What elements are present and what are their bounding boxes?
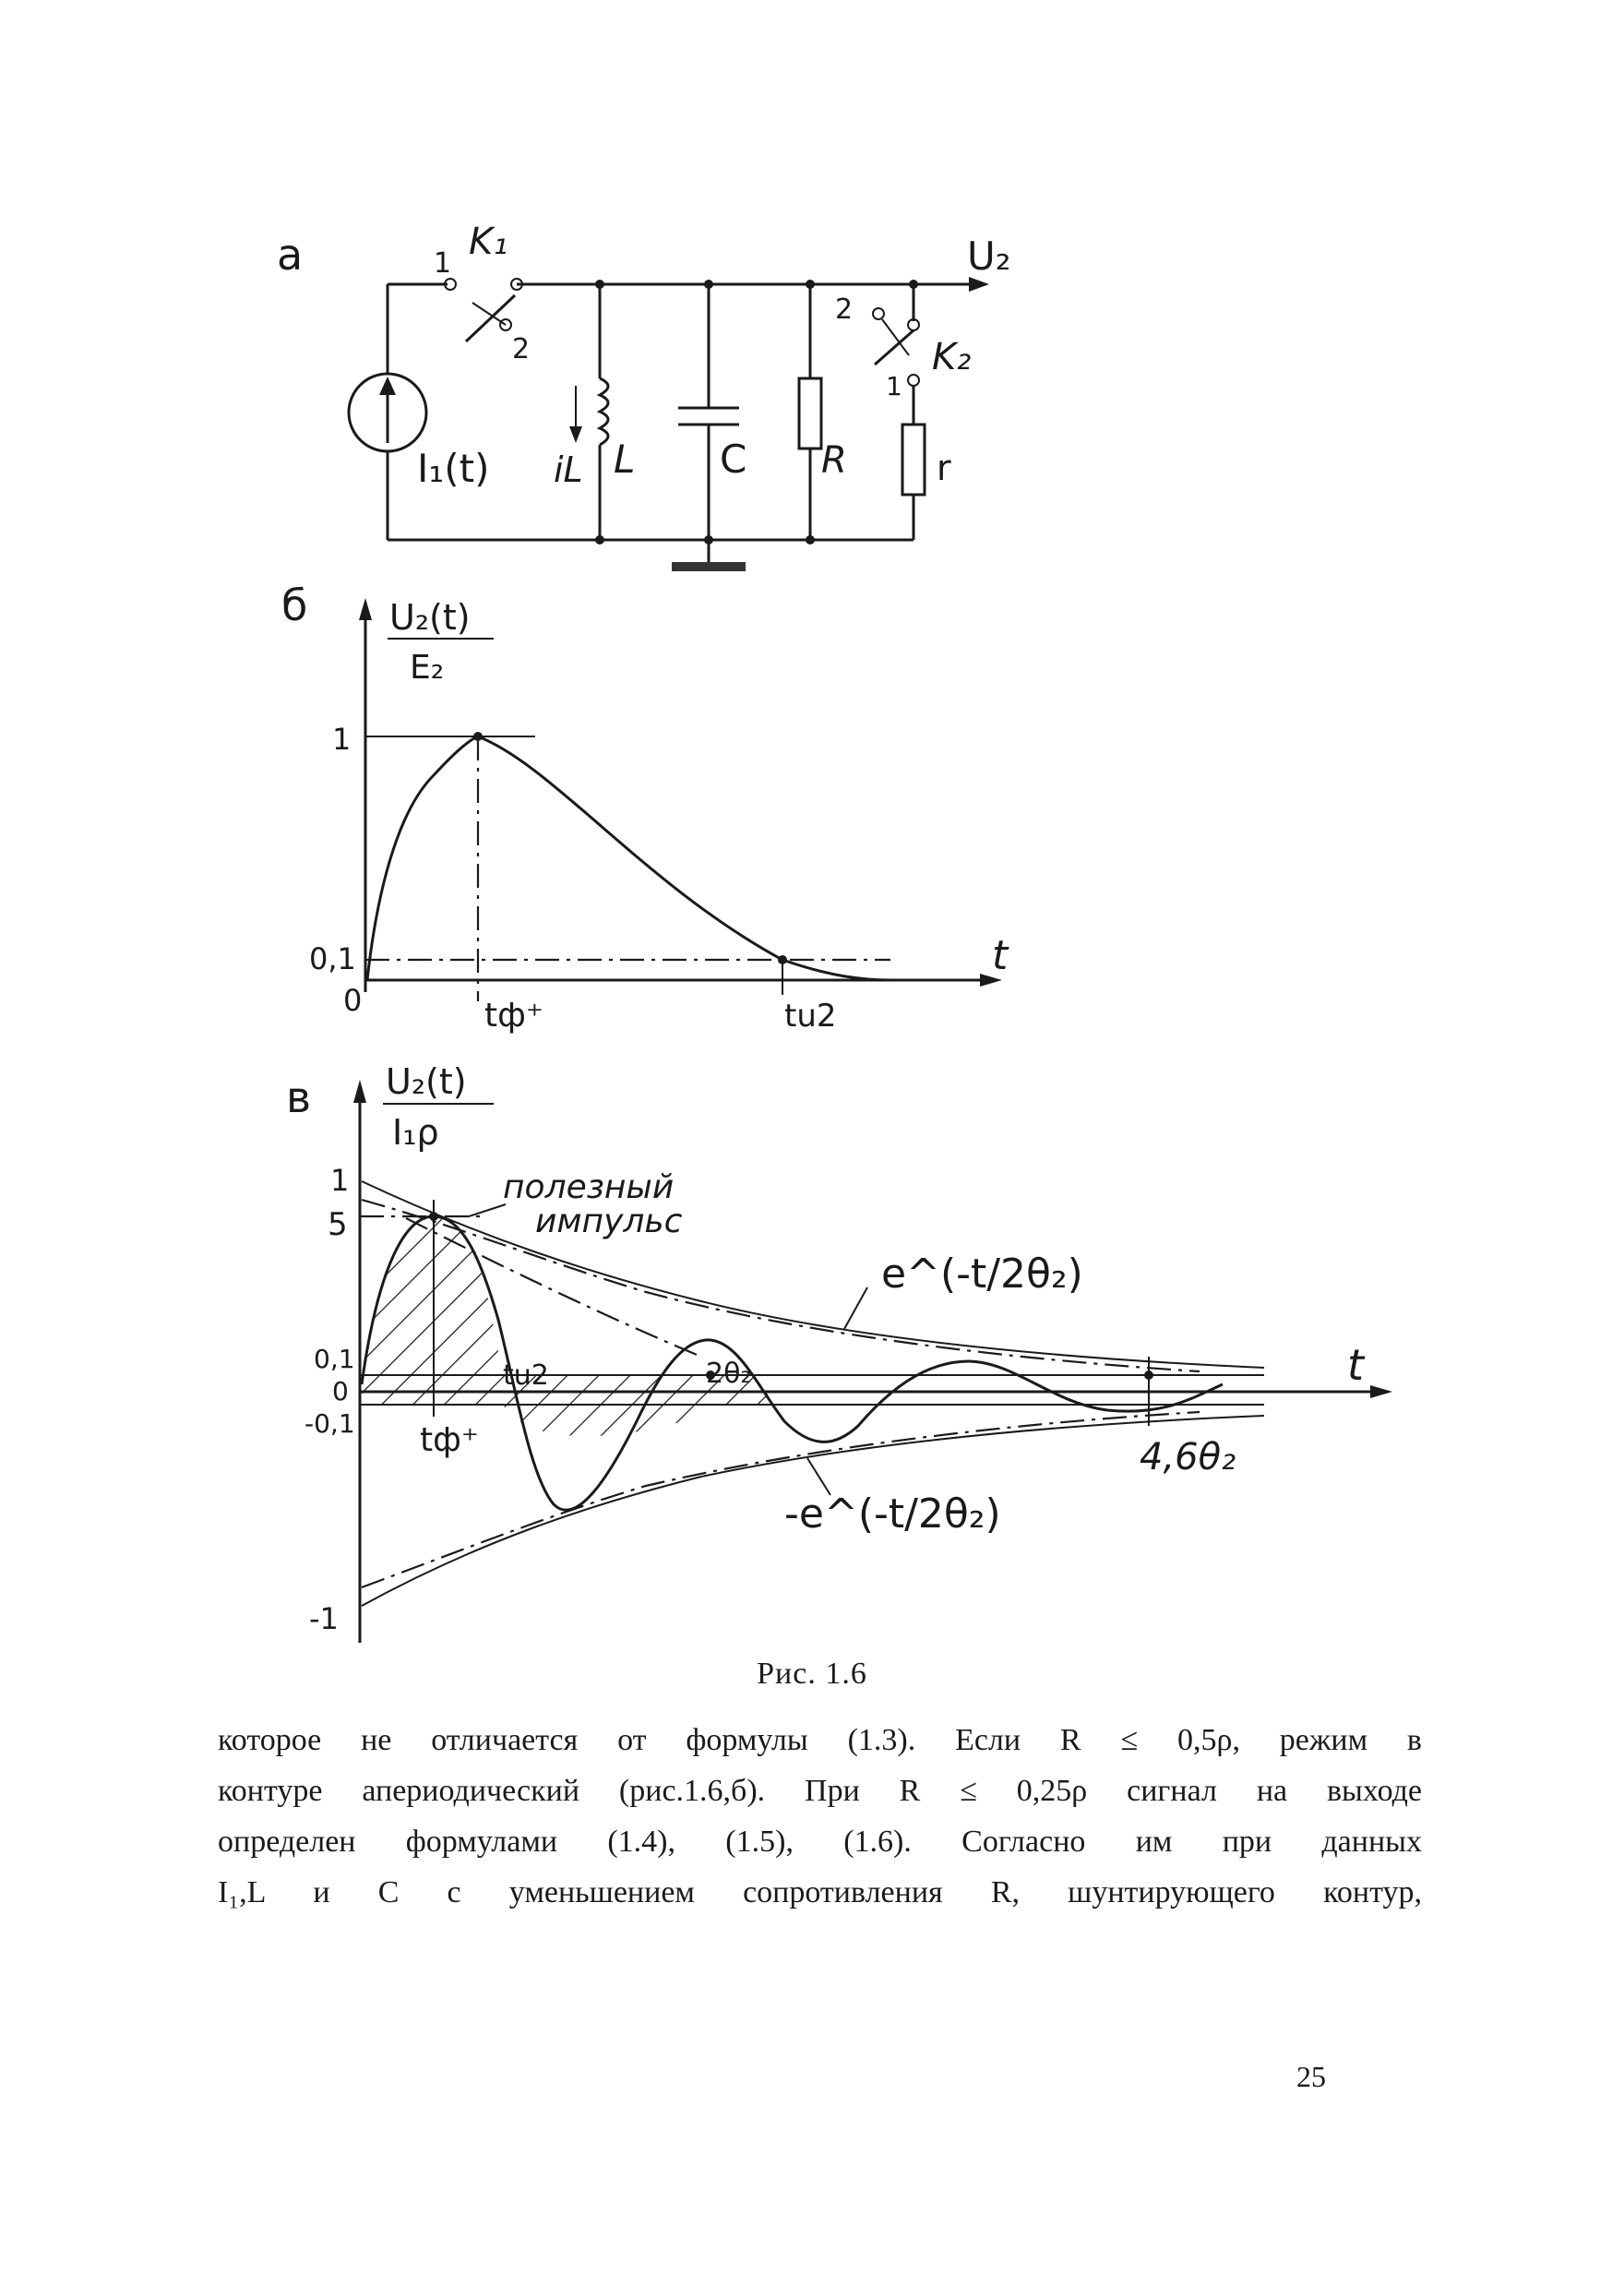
panel-a-label: а [277,230,304,280]
useful-pulse-hatch [362,1216,503,1375]
circuit-diagram [277,221,1011,571]
tick-5: 5 [328,1206,348,1243]
tick-1: 1 [332,722,352,757]
t-front-label: tф⁺ [484,997,543,1035]
switch1-pos2-label: 2 [512,333,531,365]
inductor-label: L [614,437,636,482]
x-label: t [1347,1340,1365,1390]
y-label-denominator: E₂ [410,649,445,687]
oscillatory-plot [286,1061,1392,1643]
body-text [218,1715,1422,1918]
inductor-current-arrow-head [569,426,582,443]
node [595,280,604,289]
upper-envelope [362,1181,1264,1368]
t-pulse-point [778,955,787,964]
node [595,535,604,545]
tick-0: 0 [332,1376,349,1406]
tick-minus-1: -1 [309,1601,339,1636]
tick-1: 1 [330,1163,350,1198]
tick-minus-0-1: -0,1 [304,1408,355,1439]
node [704,280,713,289]
body-line: контуре апериодический (рис.1.6,б). При R ≤ 0,25ρ сигнал на выходе [218,1774,1422,1808]
t-front-label: tф⁺ [420,1421,479,1459]
node [806,535,815,545]
load-resistor-r [902,425,925,495]
current-label: iL [554,449,583,490]
output-label: U₂ [967,233,1011,279]
source-label: I₁(t) [417,446,490,491]
body-line: I₁,L и C с уменьшением сопротивления R, шунтирующего контур, [218,1875,1422,1909]
resistor-label: R [821,439,847,482]
upper-envelope-leader [844,1287,867,1329]
resistor-R [799,378,821,449]
panel-v-label: в [286,1072,312,1122]
node [704,535,713,545]
lower-envelope-leader [807,1458,830,1495]
upper-envelope-label: e^(-t/2θ₂) [881,1251,1083,1298]
t-end-point [1144,1370,1153,1380]
tick-0-1: 0,1 [309,941,356,976]
y-label-denominator: I₁ρ [392,1112,439,1153]
switch2-label: K₂ [932,336,972,378]
two-theta-label: 2θ₂ [706,1358,752,1390]
switch2-contact1 [908,375,919,386]
inductor-coil [600,378,608,445]
source-arrow-head [379,377,396,395]
t-end-label: 4,6θ₂ [1140,1436,1236,1478]
negative-hatch [503,1405,720,1436]
tick-0: 0 [343,983,363,1018]
peak-point [473,732,483,741]
y-label-numerator: U₂(t) [389,597,471,638]
aperiodic-plot [281,580,1009,1035]
lower-envelope-label: -e^(-t/2θ₂) [784,1490,1001,1538]
aperiodic-response-curve [367,736,890,980]
body-line: определен формулами (1.4), (1.5), (1.6). Согласно им при данных [218,1825,1422,1859]
node [806,280,815,289]
useful-pulse-leader [469,1204,506,1216]
output-arrow [969,277,989,292]
figure-caption: Рис. 1.6 [757,1657,867,1691]
load-label: r [937,448,951,488]
switch1-label: K₁ [469,221,508,263]
body-line: которое не отличается от формулы (1.3). Если R ≤ 0,5ρ, режим в [218,1723,1422,1757]
y-axis-arrow [353,1080,366,1103]
useful-pulse-label-2: импульс [535,1203,683,1240]
switch1-pos1-label: 1 [434,247,452,280]
node [909,280,918,289]
page-number: 25 [1296,2060,1326,2093]
useful-pulse-label-1: полезный [503,1168,675,1206]
y-label-numerator: U₂(t) [386,1061,467,1102]
tick-0-1: 0,1 [314,1344,355,1374]
switch2-contact2 [873,308,884,319]
x-label: t [992,932,1009,979]
t-pulse-label: tu2 [784,998,837,1035]
switch2-pos2-label: 2 [835,293,854,326]
x-axis-arrow [1370,1385,1392,1398]
panel-b-label: б [281,580,308,630]
y-axis-arrow [359,598,372,620]
peak-point [429,1212,438,1221]
switch2-pos1-label: 1 [886,371,902,401]
lower-envelope-approx [362,1412,1200,1587]
t-pulse-label: tu2 [503,1359,549,1392]
ground-symbol [672,562,746,571]
capacitor-label: C [720,437,747,482]
